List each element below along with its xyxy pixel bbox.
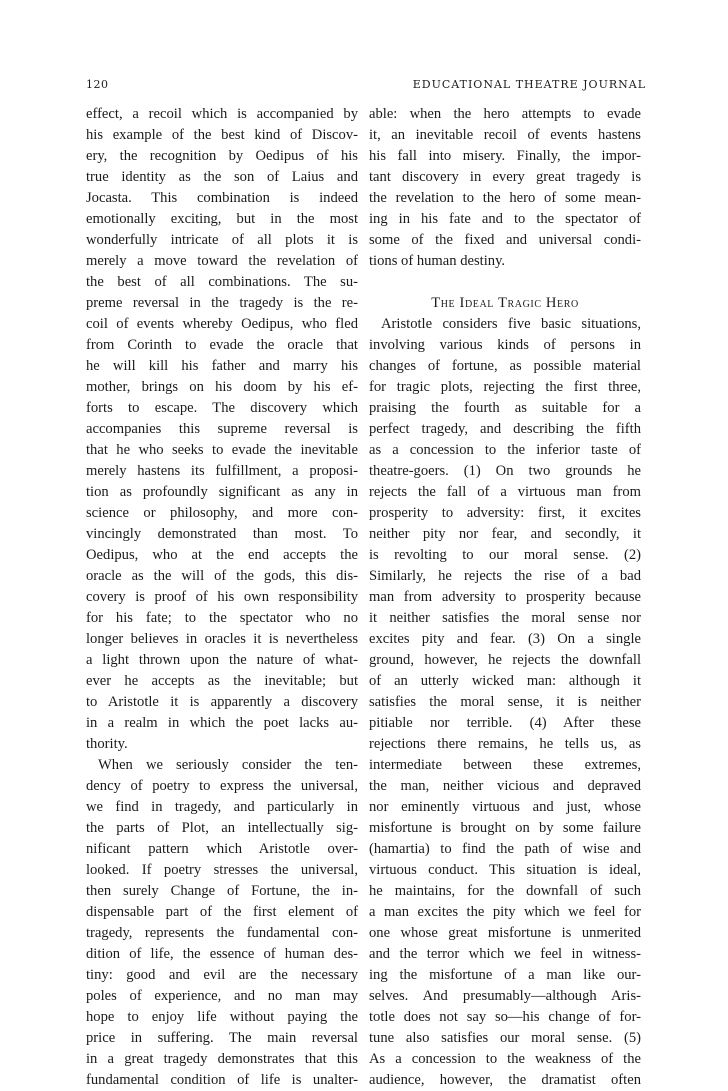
text-line: from Corinth to evade the oracle that <box>86 337 358 353</box>
text-line: ever he accepts as the inevitable; but <box>86 673 358 689</box>
text-line: dispensable part of the first element of <box>86 904 358 920</box>
text-line: hope to enjoy life without paying the <box>86 1009 358 1025</box>
text-line: Similarly, he rejects the rise of a bad <box>369 568 641 584</box>
text-line: to Aristotle it is apparently a discovery <box>86 694 358 710</box>
text-line: man from adversity to prosperity because <box>369 589 641 605</box>
text-line: price in suffering. The main reversal <box>86 1030 358 1046</box>
text-line: is revolting to our moral sense. (2) <box>369 547 641 563</box>
text-line: able: when the hero attempts to evade <box>369 106 641 122</box>
text-line: rejections there remains, he tells us, as <box>369 736 641 752</box>
text-line: dition of life, the essence of human des- <box>86 946 358 962</box>
text-line: rejects the fall of a virtuous man from <box>369 484 641 500</box>
text-line: tions of human destiny. <box>369 253 506 269</box>
text-line: neither pity nor fear, and secondly, it <box>369 526 641 542</box>
text-line: coil of events whereby Oedipus, who fled <box>86 316 358 332</box>
text-line: involving various kinds of persons in <box>369 337 641 353</box>
page-number: 120 <box>86 78 109 91</box>
text-line: that he who seeks to evade the inevitable <box>86 442 358 458</box>
text-line: in a great tragedy demonstrates that this <box>86 1051 358 1067</box>
text-line: longer believes in oracles it is nevertheless <box>86 631 358 647</box>
section-spacer <box>369 272 641 293</box>
paragraph-start-line: When we seriously consider the ten- <box>98 757 358 773</box>
text-line: a man excites the pity which we feel for <box>369 904 641 920</box>
text-line: merely a move toward the revelation of <box>86 253 358 269</box>
journal-title: EDUCATIONAL THEATRE JOURNAL <box>412 78 646 91</box>
text-line: poles of experience, and no man may <box>86 988 358 1004</box>
text-line: forts to escape. The discovery which <box>86 400 358 416</box>
text-line: and the terror which we feel in witness- <box>369 946 641 962</box>
text-line: covery is proof of his own responsibility <box>86 589 358 605</box>
text-line: for tragic plots, rejecting the first three, <box>369 379 641 395</box>
text-line: misfortune is brought on by some failure <box>369 820 641 836</box>
text-line: (hamartia) to find the path of wise and <box>369 841 641 857</box>
text-line: true identity as the son of Laius and <box>86 169 358 185</box>
text-line: excites pity and fear. (3) On a single <box>369 631 641 647</box>
text-line: selves. And presumably—although Aris- <box>369 988 641 1004</box>
text-line: one whose great misfortune is unmerited <box>369 925 641 941</box>
text-line: accompanies this supreme reversal is <box>86 421 358 437</box>
text-line: it neither satisfies the moral sense nor <box>369 610 641 626</box>
text-line: dency of poetry to express the universal, <box>86 778 358 794</box>
text-line: thority. <box>86 736 128 752</box>
text-line: As a concession to the weakness of the <box>369 1051 641 1067</box>
text-line: tant discovery in every great tragedy is <box>369 169 641 185</box>
text-line: for his fate; to the spectator who no <box>86 610 358 626</box>
text-line: tiny: good and evil are the necessary <box>86 967 358 983</box>
paragraph-start-line: Aristotle considers five basic situations, <box>381 316 641 332</box>
text-line: effect, a recoil which is accompanied by <box>86 106 358 122</box>
text-line: oracle as the will of the gods, this dis- <box>86 568 358 584</box>
text-line: preme reversal in the tragedy is the re- <box>86 295 358 311</box>
text-line: ery, the recognition by Oedipus of his <box>86 148 358 164</box>
right-column <box>369 104 641 1091</box>
text-line: merely hastens its fulfillment, a proposi- <box>86 463 358 479</box>
text-line: the revelation to the hero of some mean- <box>369 190 641 206</box>
text-line: the parts of Plot, an intellectually sig- <box>86 820 358 836</box>
text-line: totle does not say so—his change of for- <box>369 1009 641 1025</box>
text-line: wonderfully intricate of all plots it is <box>86 232 358 248</box>
text-line: virtuous conduct. This situation is ideal, <box>369 862 641 878</box>
text-line: pitiable nor terrible. (4) After these <box>369 715 641 731</box>
text-line: Jocasta. This combination is indeed <box>86 190 358 206</box>
text-line: we find in tragedy, and particularly in <box>86 799 358 815</box>
text-line: of an utterly wicked man: although it <box>369 673 641 689</box>
text-line: satisfies the moral sense, it is neither <box>369 694 641 710</box>
text-line: then surely Change of Fortune, the in- <box>86 883 358 899</box>
text-line: mother, brings on his doom by his ef- <box>86 379 358 395</box>
text-line: intermediate between these extremes, <box>369 757 641 773</box>
section-heading: The Ideal Tragic Hero <box>431 295 579 311</box>
text-line: as a concession to the inferior taste of <box>369 442 641 458</box>
text-line: nor eminently virtuous and just, whose <box>369 799 641 815</box>
text-line: the best of all combinations. The su- <box>86 274 358 290</box>
text-line: vincingly demonstrated than most. To <box>86 526 358 542</box>
text-line: his fall into misery. Finally, the impor- <box>369 148 641 164</box>
text-line: ing in his fate and to the spectator of <box>369 211 641 227</box>
page-header <box>86 78 646 98</box>
text-line: science or philosophy, and more con- <box>86 505 358 521</box>
text-line: tragedy, represents the fundamental con- <box>86 925 358 941</box>
text-line: looked. If poetry stresses the universal, <box>86 862 358 878</box>
text-line: praising the fourth as suitable for a <box>369 400 641 416</box>
text-line: the man, neither vicious and depraved <box>369 778 641 794</box>
text-line: changes of fortune, as possible material <box>369 358 641 374</box>
text-line: prosperity to adversity: first, it excites <box>369 505 641 521</box>
text-line: emotionally exciting, but in the most <box>86 211 358 227</box>
text-line: tion as profoundly significant as any in <box>86 484 358 500</box>
left-column <box>86 104 358 1091</box>
text-line: ing the misfortune of a man like our- <box>369 967 641 983</box>
text-line: theatre-goers. (1) On two grounds he <box>369 463 641 479</box>
text-line: Oedipus, who at the end accepts the <box>86 547 358 563</box>
text-line: tune also satisfies our moral sense. (5) <box>369 1030 641 1046</box>
text-line: a light thrown upon the nature of what- <box>86 652 358 668</box>
text-line: he maintains, for the downfall of such <box>369 883 641 899</box>
text-line: some of the fixed and universal condi- <box>369 232 641 248</box>
text-line: he will kill his father and marry his <box>86 358 358 374</box>
text-line: his example of the best kind of Discov- <box>86 127 358 143</box>
text-line: perfect tragedy, and describing the fifth <box>369 421 641 437</box>
text-line: audience, however, the dramatist often <box>369 1072 641 1088</box>
text-line: nificant pattern which Aristotle over- <box>86 841 358 857</box>
text-line: ground, however, he rejects the downfall <box>369 652 641 668</box>
text-line: it, an inevitable recoil of events hastens <box>369 127 641 143</box>
text-line: in a realm in which the poet lacks au- <box>86 715 358 731</box>
text-line: fundamental condition of life is unalter- <box>86 1072 358 1088</box>
